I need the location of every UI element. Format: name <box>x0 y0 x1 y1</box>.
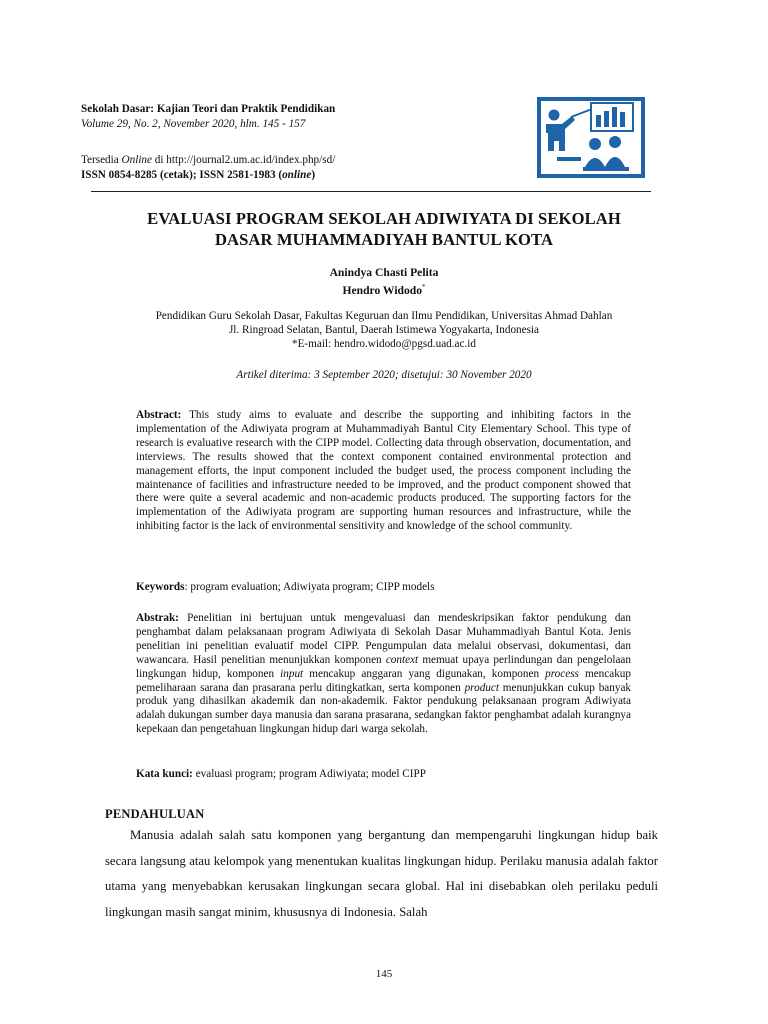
abstract-id-seg3: mencakup anggaran yang digunakan, komponen <box>303 667 546 680</box>
journal-title: Sekolah Dasar: Kajian Teori dan Praktik Pendidikan <box>81 103 336 115</box>
header-divider <box>91 191 651 192</box>
term-context: context <box>385 653 419 666</box>
abstract-id-seg5: menunjukkan cukup banyak produk yang dihasilkan akademik dan non-akademik. Faktor pendukung pelaksanaan program Adiwiyata adalah dukungan sumber daya manusia dan sarana prasarana, sedangkan faktor penghambat adalah kurangnya kepekaan dan pengetahuan lingkungan hidup dari warga sekolah. <box>136 681 631 736</box>
page-number: 145 <box>375 968 393 980</box>
journal-header <box>81 102 501 132</box>
issn-online-word: online <box>282 169 312 181</box>
teacher-with-chart-and-students-logo <box>537 97 645 178</box>
title-line-2: DASAR MUHAMMADIYAH BANTUL KOTA <box>214 230 554 249</box>
keywords-en-text: : program evaluation; Adiwiyata program; CIPP models <box>184 581 435 593</box>
abstract-id-seg1: Penelitian ini bertujuan untuk mengevaluasi dan mendeskripsikan faktor pendukung dan penghambat dalam pelaksanaan program Adiwiyata di Sekolah Dasar Muhammadiyah Bantul Kota. Jenis penelitian ini penelitian evaluatif model CIPP. Pengumpulan data melalui observasi, dokumentasi, dan wawancara. Hasil penelitian menunjukkan komponen <box>136 612 631 666</box>
keywords-english <box>136 581 631 595</box>
availability-line <box>81 153 541 168</box>
affiliation-line-1: Pendidikan Guru Sekolah Dasar, Fakultas Keguruan dan Ilmu Pendidikan, Universitas Ahmad Dahlan <box>155 310 613 322</box>
issn-close: ) <box>311 169 316 181</box>
introduction-paragraph: Manusia adalah salah satu komponen yang bergantung dan mempengaruhi lingkungan hidup baik secara langsung atau kelompok yang menentukan kualitas lingkungan hidup. Perilaku manusia adalah faktor utama yang menyebabkan kerusakan lingkungan secara global. Hal ini disebabkan oleh perilaku peduli lingkungan masih sangat minim, khususnya di Indonesia. Salah <box>105 828 658 919</box>
section-heading: PENDAHULUAN <box>105 807 205 821</box>
term-product: product <box>464 681 499 694</box>
issn-print: ISSN 0854-8285 (cetak); ISSN 2581-1983 ( <box>81 169 283 181</box>
introduction-text <box>105 823 658 925</box>
title-line-1: EVALUASI PROGRAM SEKOLAH ADIWIYATA DI SEKOLAH <box>147 209 621 228</box>
abstract-id-seg4: mencakup pemeliharaan sarana dan prasarana perlu ditingkatkan, serta komponen <box>136 667 631 694</box>
abstract-indonesian <box>136 612 631 737</box>
term-process: process <box>545 667 579 680</box>
journal-url[interactable]: di http://journal2.um.ac.id/index.php/sd/ <box>151 154 336 166</box>
abstract-id-label: Abstrak: <box>136 612 179 624</box>
keywords-id-text: evaluasi program; program Adiwiyata; model CIPP <box>192 768 426 780</box>
corresponding-email[interactable]: *E-mail: hendro.widodo@pgsd.uad.ac.id <box>292 338 476 350</box>
corresponding-mark: * <box>422 283 426 291</box>
term-input: input <box>280 667 304 680</box>
author-2 <box>90 280 678 298</box>
keywords-id-label: Kata kunci: <box>136 768 193 780</box>
keywords-en-label: Keywords <box>136 581 185 593</box>
keywords-indonesian <box>136 768 631 782</box>
abstract-en-text: This study aims to evaluate and describe the supporting and inhibiting factors in the implementation of the Adiwiyata program at Muhammadiyah Bantul City Elementary School. This type of research is evaluative research with the CIPP model. Collecting data through observation, documentation, and interviews. The results showed that the context component contained environmental protection and management efforts, the input component included the budget used, the process component including the maintenance of facilities and infrastructure needed to be improved, and the product component showed that there were quite a several academic and non-academic products produced. The supporting factors for the implementation of the Adiwiyata program are supporting human resources and infrastructure, while the inhibiting factor is the lack of environmental sensitivity and knowledge of the school community. <box>136 409 631 533</box>
author-1: Anindya Chasti Pelita <box>329 266 439 279</box>
availability-prefix: Tersedia <box>81 154 122 166</box>
abstract-en-label: Abstract: <box>136 409 182 421</box>
issn-line <box>81 168 541 183</box>
abstract-id-seg2: memuat upaya perlindungan dan pengelolaan lingkungan hidup, komponen <box>136 653 631 680</box>
author-2-name: Hendro Widodo <box>342 283 423 297</box>
article-title <box>90 208 678 250</box>
online-word: Online <box>121 154 152 166</box>
journal-volume: Volume 29, No. 2, November 2020, hlm. 145 - 157 <box>81 118 306 130</box>
article-dates: Artikel diterima: 3 September 2020; disetujui: 30 November 2020 <box>236 369 532 381</box>
authors <box>90 266 678 298</box>
affiliation <box>90 309 678 351</box>
affiliation-line-2: Jl. Ringroad Selatan, Bantul, Daerah Istimewa Yogyakarta, Indonesia <box>228 324 540 336</box>
abstract-english <box>136 409 631 534</box>
availability-info <box>81 153 541 183</box>
